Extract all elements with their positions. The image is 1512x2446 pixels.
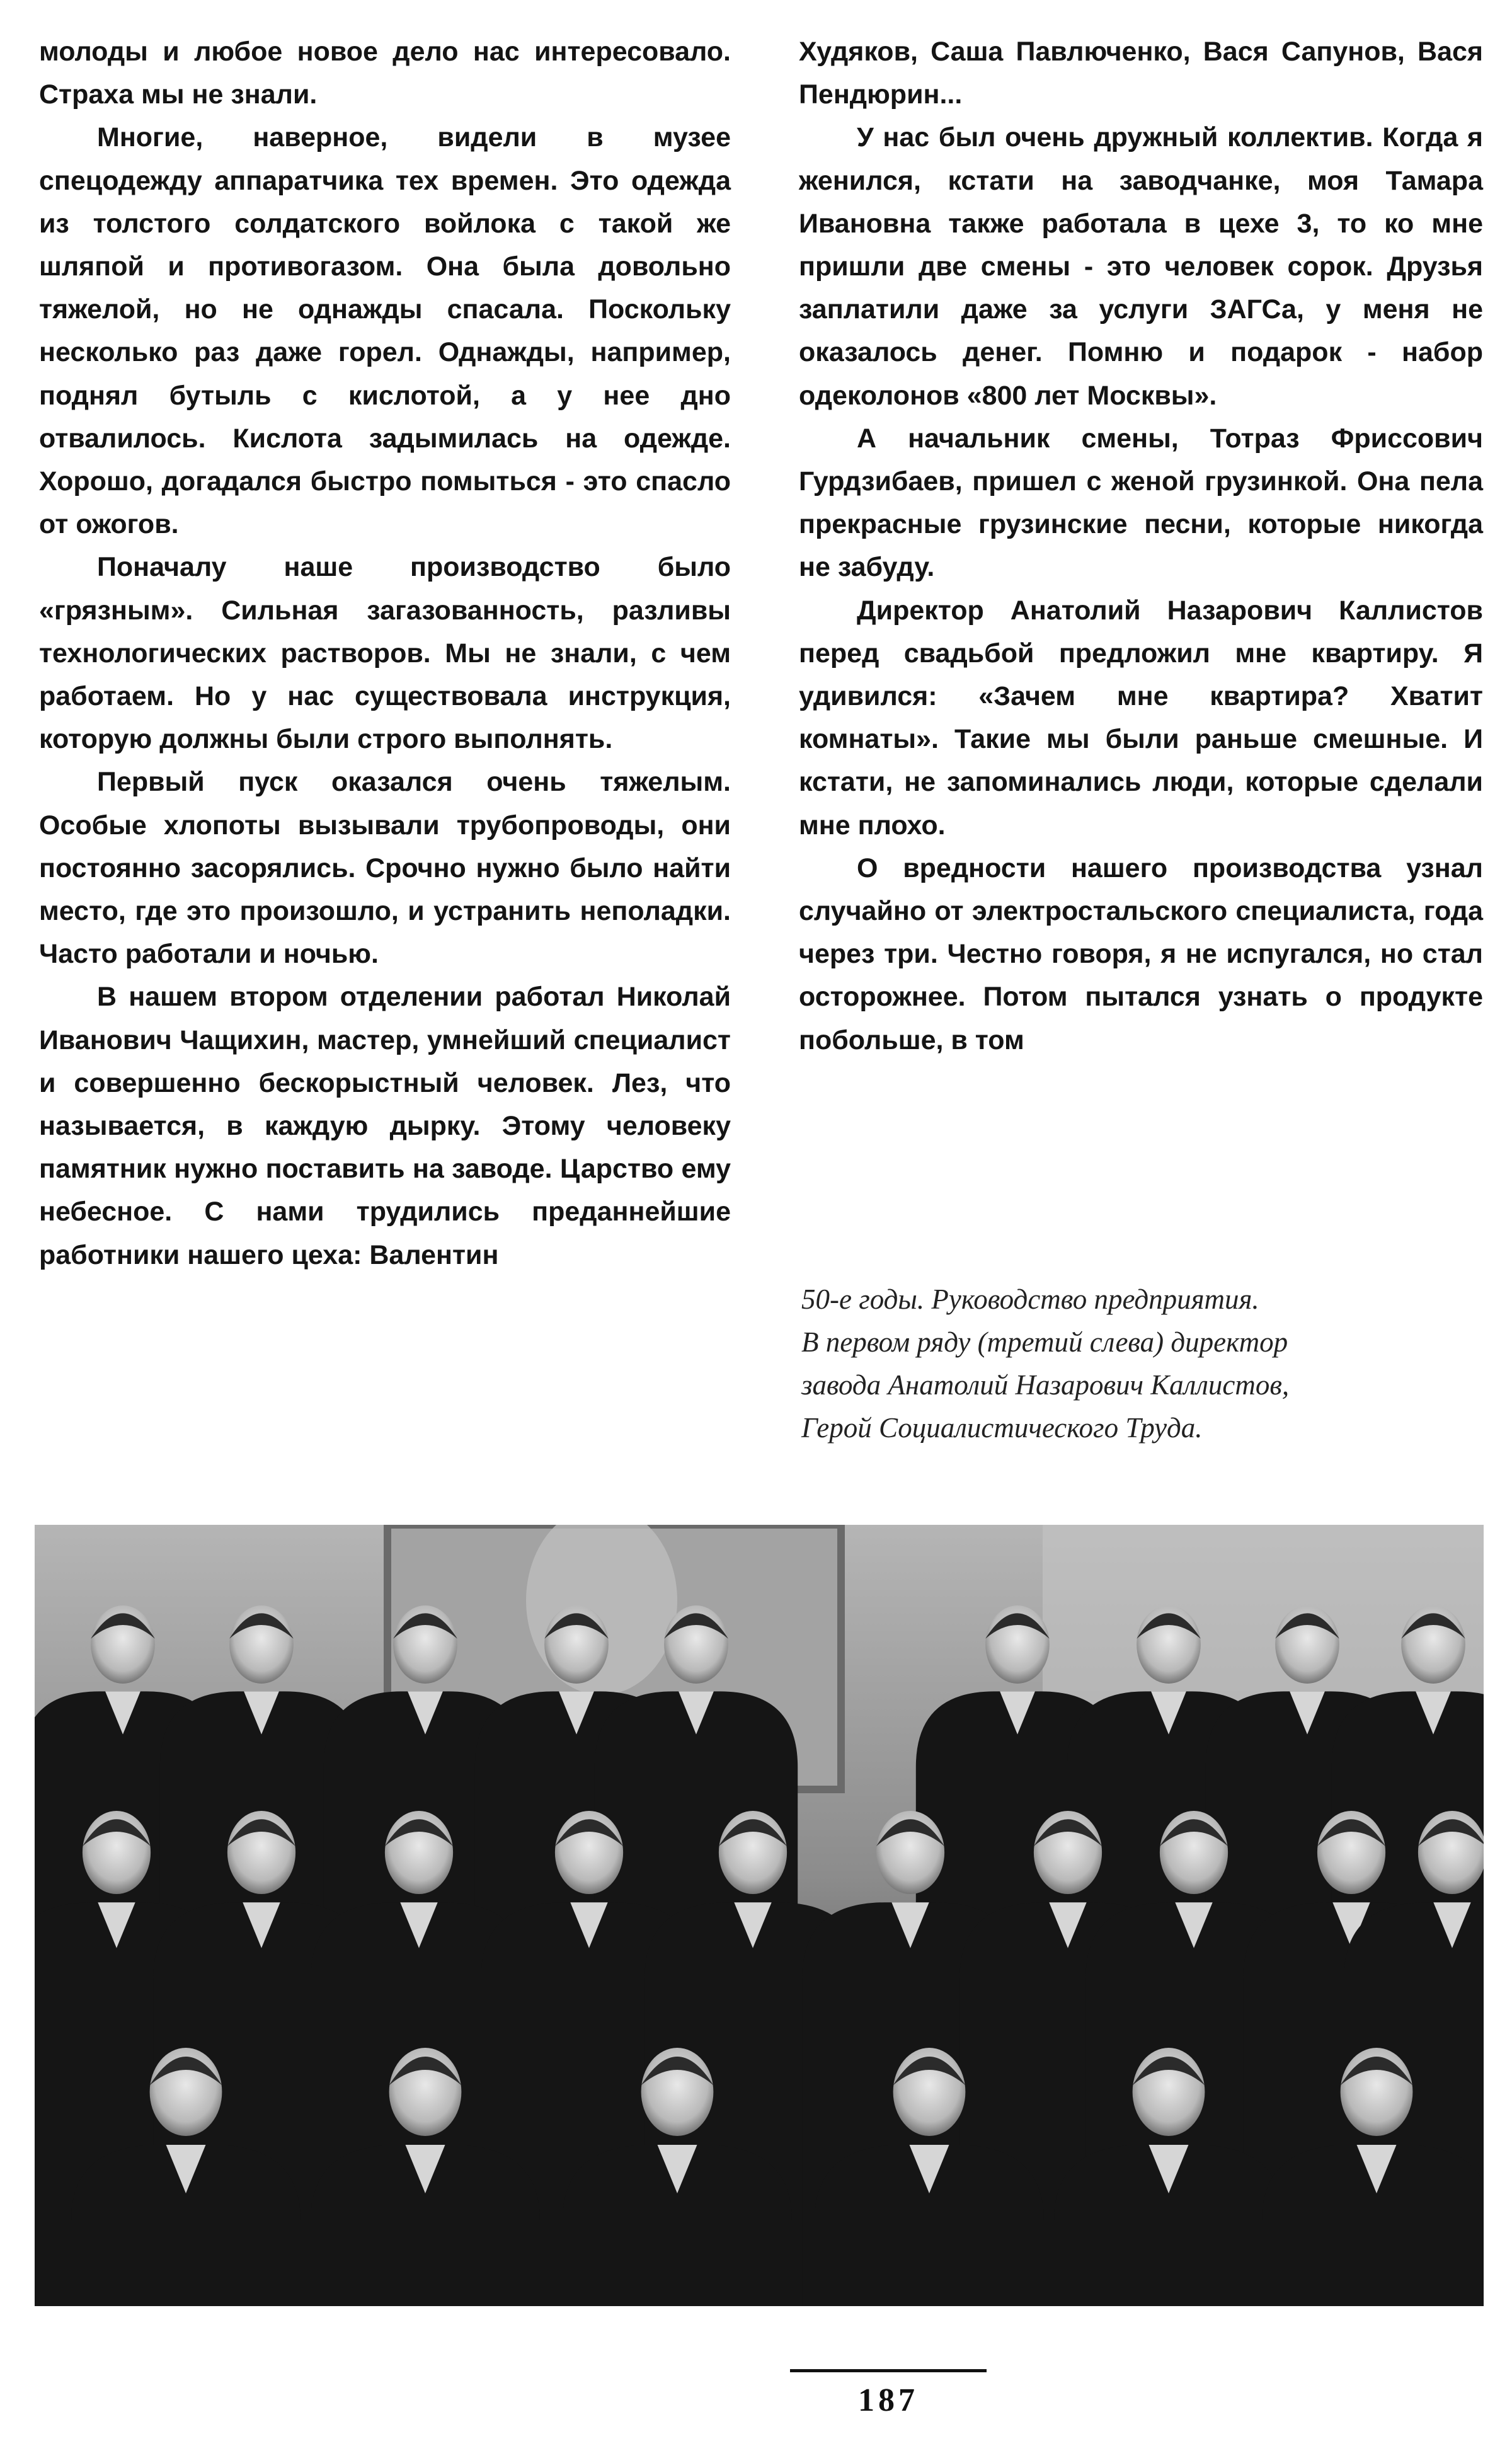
- paragraph: Поначалу наше производство было «грязным». Сильная загазованность, разливы технологических растворов. Мы не знали, с чем работаем. Но у нас существовала инструкция, которую должны были строго выполнять.: [39, 552, 731, 755]
- caption-line: завода Анатолий Назарович Каллистов,: [801, 1369, 1290, 1401]
- paragraph: О вредности нашего производства узнал случайно от электростальского специалиста, года через три. Честно говоря, я не испугался, но стал осторожнее. Потом пытался узнать о продукте побольше, в том: [799, 853, 1483, 1055]
- paragraph: Многие, наверное, видели в музее спецодежду аппаратчика тех времен. Это одежда из толстого солдатского войлока с такой же шляпой и противогазом. Она была довольно тяжелой, но не однажды спасала. Поскольку несколько раз даже горел. Однажды, например, поднял бутыль с кислотой, а у нее дно отвалилось. Кислота задымилась на одежде. Хорошо, догадался быстро помыться - это спасло от ожогов.: [39, 122, 731, 540]
- page-number-rule: [790, 2369, 987, 2372]
- caption-line: 50-е годы. Руководство предприятия.: [801, 1283, 1259, 1315]
- left-text-column: [39, 30, 731, 1277]
- right-text-column: [799, 30, 1483, 1062]
- caption-line: В первом ряду (третий слева) директор: [801, 1326, 1288, 1358]
- paragraph: молоды и любое новое дело нас интересовало. Страха мы не знали.: [39, 37, 731, 110]
- group-photo-illustration: [35, 1525, 1484, 2306]
- caption-line: Герой Социалистического Труда.: [801, 1412, 1203, 1444]
- photo-caption: [801, 1278, 1469, 1449]
- paragraph: Худяков, Саша Павлюченко, Вася Сапунов, Вася Пендюрин...: [799, 37, 1483, 110]
- paragraph: Директор Анатолий Назарович Каллистов перед свадьбой предложил мне квартиру. Я удивился: «Зачем мне квартира? Хватит комнаты». Такие мы были раньше смешные. И кстати, не запоминались люди, которые сделали мне плохо.: [799, 595, 1483, 841]
- page-number: 187: [858, 2382, 919, 2418]
- paragraph: В нашем втором отделении работал Николай Иванович Чащихин, мастер, умнейший специалист и совершенно бескорыстный человек. Лез, что называется, в каждую дырку. Этому человеку памятник нужно поставить на заводе. Царство ему небесное. С нами трудились преданнейшие работники нашего цеха: Валентин: [39, 982, 731, 1270]
- group-photo: [35, 1525, 1484, 2306]
- paragraph: Первый пуск оказался очень тяжелым. Особые хлопоты вызывали трубопроводы, они постоянно засорялись. Срочно нужно было найти место, где это произошло, и устранить неполадки. Часто работали и ночью.: [39, 767, 731, 970]
- paragraph: У нас был очень дружный коллектив. Когда я женился, кстати на заводчанке, моя Тамара Ивановна также работала в цехе 3, то ко мне пришли две смены - это человек сорок. Друзья заплатили даже за услуги ЗАГСа, у меня не оказалось денег. Помню и подарок - набор одеколонов «800 лет Москвы».: [799, 122, 1483, 411]
- paragraph: А начальник смены, Тотраз Фриссович Гурдзибаев, пришел с женой грузинкой. Она пела прекрасные грузинские песни, которые никогда не забуду.: [799, 423, 1483, 583]
